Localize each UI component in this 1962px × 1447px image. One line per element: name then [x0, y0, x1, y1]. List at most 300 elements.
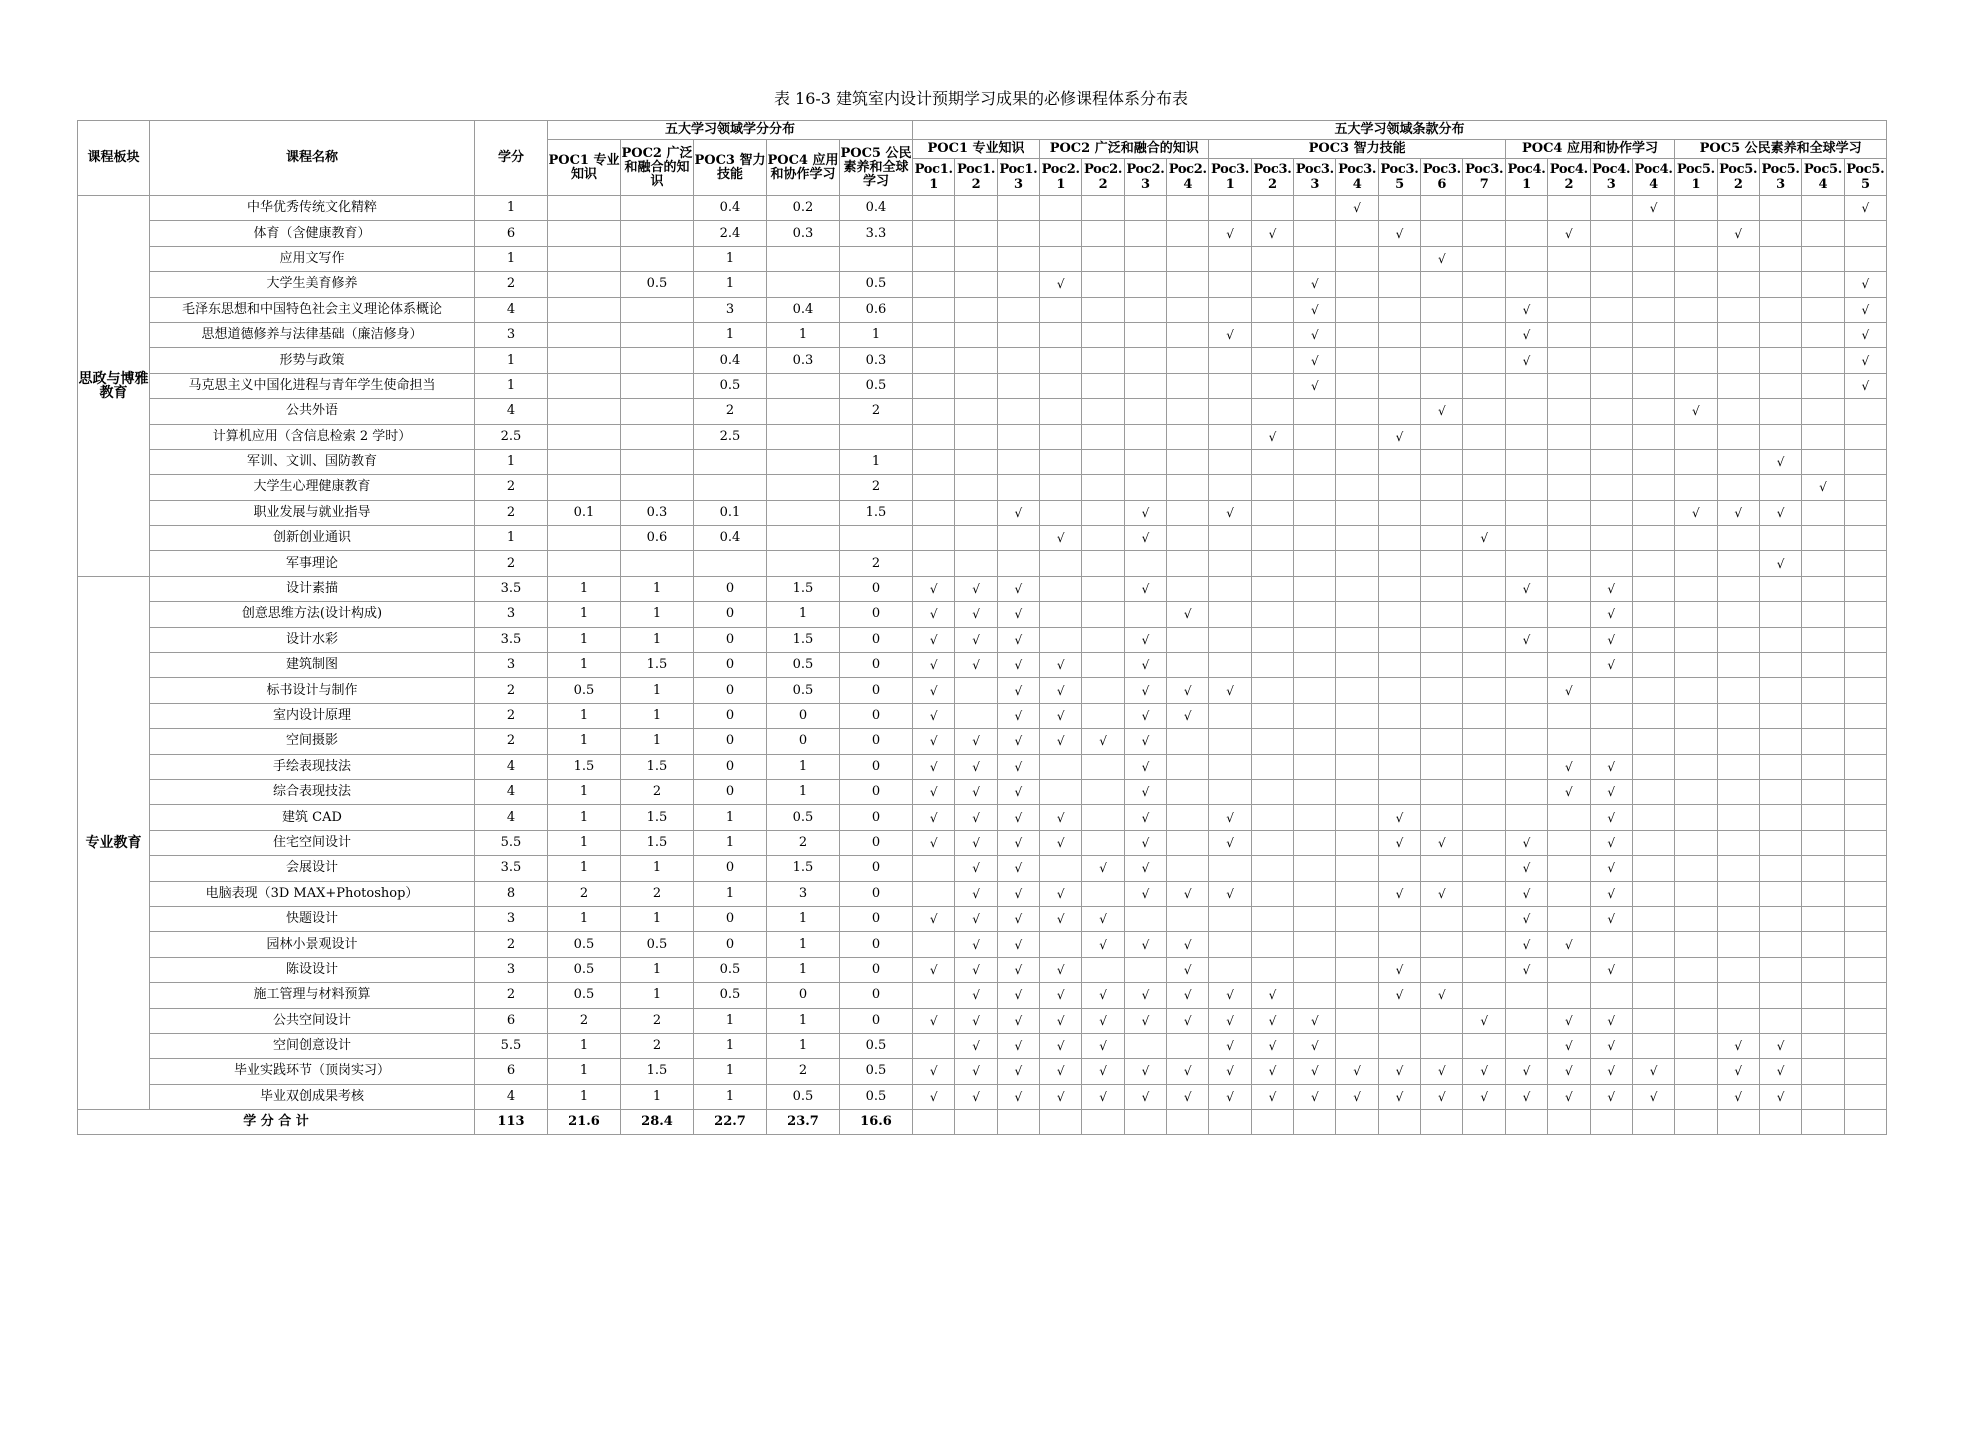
- course-credit: 3.5: [475, 856, 548, 881]
- total-poc-credit: 16.6: [840, 1110, 913, 1135]
- empty-cell: [1759, 703, 1801, 728]
- check-mark: √: [1082, 1008, 1124, 1033]
- check-mark: √: [1040, 957, 1082, 982]
- empty-cell: [1759, 729, 1801, 754]
- empty-cell: [1759, 246, 1801, 271]
- poc-credit-cell: 0: [840, 627, 913, 652]
- empty-cell: [955, 221, 997, 246]
- empty-cell: [997, 196, 1039, 221]
- empty-cell: [1632, 221, 1674, 246]
- empty-cell: [1632, 526, 1674, 551]
- empty-cell: [1675, 348, 1717, 373]
- check-mark: √: [1294, 348, 1336, 373]
- check-mark: √: [1124, 830, 1166, 855]
- header-poc-clause: Poc3. 1: [1209, 159, 1251, 196]
- empty-cell: [1294, 627, 1336, 652]
- empty-cell: [1421, 1110, 1463, 1135]
- poc-credit-cell: [621, 196, 694, 221]
- empty-cell: [1082, 678, 1124, 703]
- empty-cell: [1632, 678, 1674, 703]
- poc-credit-cell: [767, 551, 840, 576]
- empty-cell: [1336, 805, 1378, 830]
- empty-cell: [1675, 1008, 1717, 1033]
- header-clause-distribution: 五大学习领域条款分布: [913, 121, 1887, 140]
- empty-cell: [1251, 906, 1293, 931]
- poc-credit-cell: 1: [548, 627, 621, 652]
- empty-cell: [1082, 703, 1124, 728]
- empty-cell: [1040, 576, 1082, 601]
- empty-cell: [1251, 627, 1293, 652]
- empty-cell: [1505, 1110, 1547, 1135]
- table-row: [78, 272, 1887, 297]
- empty-cell: [1844, 754, 1887, 779]
- empty-cell: [1759, 602, 1801, 627]
- check-mark: √: [1717, 1033, 1759, 1058]
- check-mark: √: [955, 602, 997, 627]
- total-poc-credit: 22.7: [694, 1110, 767, 1135]
- empty-cell: [1463, 500, 1505, 525]
- empty-cell: [1167, 805, 1209, 830]
- empty-cell: [1124, 297, 1166, 322]
- course-credit: 1: [475, 246, 548, 271]
- empty-cell: [1463, 246, 1505, 271]
- check-mark: √: [1505, 881, 1547, 906]
- empty-cell: [1124, 551, 1166, 576]
- header-poc-clause: Poc2. 1: [1040, 159, 1082, 196]
- empty-cell: [1336, 576, 1378, 601]
- empty-cell: [1548, 602, 1590, 627]
- empty-cell: [1548, 653, 1590, 678]
- empty-cell: [913, 246, 955, 271]
- check-mark: √: [1505, 932, 1547, 957]
- check-mark: √: [913, 1008, 955, 1033]
- empty-cell: [1632, 1033, 1674, 1058]
- course-name: 综合表现技法: [150, 779, 475, 804]
- empty-cell: [913, 196, 955, 221]
- empty-cell: [1167, 246, 1209, 271]
- empty-cell: [1505, 272, 1547, 297]
- empty-cell: [1082, 246, 1124, 271]
- empty-cell: [1294, 221, 1336, 246]
- empty-cell: [955, 500, 997, 525]
- empty-cell: [1505, 196, 1547, 221]
- empty-cell: [1675, 602, 1717, 627]
- empty-cell: [1632, 653, 1674, 678]
- empty-cell: [1251, 703, 1293, 728]
- empty-cell: [1167, 830, 1209, 855]
- empty-cell: [1378, 932, 1420, 957]
- table-row: [78, 754, 1887, 779]
- check-mark: √: [1040, 805, 1082, 830]
- poc-credit-cell: [548, 348, 621, 373]
- empty-cell: [1082, 424, 1124, 449]
- empty-cell: [1040, 1110, 1082, 1135]
- empty-cell: [1463, 551, 1505, 576]
- empty-cell: [1378, 1008, 1420, 1033]
- empty-cell: [1844, 576, 1887, 601]
- empty-cell: [1632, 272, 1674, 297]
- empty-cell: [1590, 246, 1632, 271]
- empty-cell: [1632, 805, 1674, 830]
- course-name: 会展设计: [150, 856, 475, 881]
- empty-cell: [1209, 1110, 1251, 1135]
- course-credit: 5.5: [475, 830, 548, 855]
- empty-cell: [1548, 983, 1590, 1008]
- empty-cell: [1336, 653, 1378, 678]
- empty-cell: [955, 703, 997, 728]
- empty-cell: [1590, 297, 1632, 322]
- empty-cell: [1294, 703, 1336, 728]
- empty-cell: [1421, 602, 1463, 627]
- empty-cell: [1421, 805, 1463, 830]
- check-mark: √: [1167, 983, 1209, 1008]
- poc-credit-cell: 1: [694, 1059, 767, 1084]
- poc-credit-cell: 1: [767, 906, 840, 931]
- check-mark: √: [1294, 272, 1336, 297]
- poc-credit-cell: [840, 526, 913, 551]
- poc-credit-cell: [767, 373, 840, 398]
- check-mark: √: [1124, 881, 1166, 906]
- empty-cell: [1548, 830, 1590, 855]
- empty-cell: [955, 322, 997, 347]
- empty-cell: [1294, 246, 1336, 271]
- check-mark: √: [955, 830, 997, 855]
- header-poc-clause: Poc3. 2: [1251, 159, 1293, 196]
- empty-cell: [1505, 246, 1547, 271]
- empty-cell: [1421, 678, 1463, 703]
- table-row: [78, 246, 1887, 271]
- empty-cell: [1717, 856, 1759, 881]
- check-mark: √: [1675, 500, 1717, 525]
- empty-cell: [1802, 983, 1844, 1008]
- course-name: 毕业实践环节（顶岗实习）: [150, 1059, 475, 1084]
- check-mark: √: [955, 881, 997, 906]
- check-mark: √: [1378, 830, 1420, 855]
- empty-cell: [1844, 500, 1887, 525]
- poc-credit-cell: 0: [694, 678, 767, 703]
- check-mark: √: [1844, 297, 1887, 322]
- empty-cell: [1759, 906, 1801, 931]
- empty-cell: [1505, 703, 1547, 728]
- empty-cell: [1463, 805, 1505, 830]
- header-poc-clause: Poc2. 2: [1082, 159, 1124, 196]
- empty-cell: [997, 551, 1039, 576]
- empty-cell: [1336, 449, 1378, 474]
- check-mark: √: [1040, 1084, 1082, 1109]
- check-mark: √: [1844, 272, 1887, 297]
- empty-cell: [1124, 449, 1166, 474]
- poc-credit-cell: 0.5: [621, 932, 694, 957]
- poc-credit-cell: [840, 424, 913, 449]
- empty-cell: [1040, 196, 1082, 221]
- empty-cell: [997, 297, 1039, 322]
- empty-cell: [1167, 221, 1209, 246]
- check-mark: √: [1336, 1084, 1378, 1109]
- empty-cell: [1675, 678, 1717, 703]
- empty-cell: [1675, 1084, 1717, 1109]
- check-mark: √: [1082, 856, 1124, 881]
- empty-cell: [1294, 957, 1336, 982]
- empty-cell: [1251, 500, 1293, 525]
- check-mark: √: [1294, 1059, 1336, 1084]
- poc-credit-cell: [621, 449, 694, 474]
- poc-credit-cell: 0: [694, 754, 767, 779]
- check-mark: √: [1294, 373, 1336, 398]
- check-mark: √: [1548, 779, 1590, 804]
- check-mark: √: [1124, 653, 1166, 678]
- check-mark: √: [1040, 729, 1082, 754]
- check-mark: √: [913, 830, 955, 855]
- course-credit: 2: [475, 983, 548, 1008]
- empty-cell: [1421, 322, 1463, 347]
- empty-cell: [1675, 729, 1717, 754]
- empty-cell: [1505, 678, 1547, 703]
- empty-cell: [1209, 551, 1251, 576]
- table-row: [78, 932, 1887, 957]
- empty-cell: [1040, 779, 1082, 804]
- check-mark: √: [997, 627, 1039, 652]
- empty-cell: [1844, 830, 1887, 855]
- empty-cell: [1336, 703, 1378, 728]
- header-poc-clause: Poc1. 2: [955, 159, 997, 196]
- poc-credit-cell: [548, 526, 621, 551]
- empty-cell: [1632, 602, 1674, 627]
- empty-cell: [1844, 1059, 1887, 1084]
- empty-cell: [1209, 373, 1251, 398]
- empty-cell: [1548, 475, 1590, 500]
- poc-credit-cell: [767, 399, 840, 424]
- check-mark: √: [1209, 678, 1251, 703]
- poc-credit-cell: [694, 449, 767, 474]
- empty-cell: [1505, 221, 1547, 246]
- check-mark: √: [1082, 729, 1124, 754]
- check-mark: √: [913, 754, 955, 779]
- check-mark: √: [1040, 678, 1082, 703]
- empty-cell: [955, 475, 997, 500]
- poc-credit-cell: 0.5: [840, 1084, 913, 1109]
- header-poc-clause: Poc2. 4: [1167, 159, 1209, 196]
- check-mark: √: [1040, 906, 1082, 931]
- empty-cell: [913, 500, 955, 525]
- empty-cell: [1082, 373, 1124, 398]
- empty-cell: [1717, 297, 1759, 322]
- empty-cell: [1844, 627, 1887, 652]
- poc-credit-cell: 1: [767, 779, 840, 804]
- empty-cell: [1167, 1033, 1209, 1058]
- course-credit: 2: [475, 678, 548, 703]
- empty-cell: [1802, 297, 1844, 322]
- check-mark: √: [1082, 983, 1124, 1008]
- table-row: [78, 1059, 1887, 1084]
- empty-cell: [1209, 196, 1251, 221]
- empty-cell: [1675, 1110, 1717, 1135]
- check-mark: √: [1167, 602, 1209, 627]
- empty-cell: [1717, 678, 1759, 703]
- empty-cell: [1717, 272, 1759, 297]
- empty-cell: [1167, 627, 1209, 652]
- course-credit: 4: [475, 779, 548, 804]
- empty-cell: [1548, 449, 1590, 474]
- check-mark: √: [1040, 1059, 1082, 1084]
- poc-credit-cell: 2: [548, 1008, 621, 1033]
- empty-cell: [1632, 703, 1674, 728]
- check-mark: √: [1590, 1059, 1632, 1084]
- empty-cell: [1632, 297, 1674, 322]
- empty-cell: [1717, 703, 1759, 728]
- empty-cell: [1505, 1033, 1547, 1058]
- empty-cell: [1590, 373, 1632, 398]
- check-mark: √: [1124, 1008, 1166, 1033]
- empty-cell: [1590, 729, 1632, 754]
- poc-credit-cell: 2.5: [694, 424, 767, 449]
- empty-cell: [1802, 500, 1844, 525]
- poc-credit-cell: 2: [840, 551, 913, 576]
- empty-cell: [1167, 297, 1209, 322]
- poc-credit-cell: 0: [840, 805, 913, 830]
- empty-cell: [1251, 551, 1293, 576]
- empty-cell: [1378, 322, 1420, 347]
- poc-credit-cell: 1.5: [621, 653, 694, 678]
- empty-cell: [1505, 729, 1547, 754]
- empty-cell: [1336, 906, 1378, 931]
- empty-cell: [997, 272, 1039, 297]
- empty-cell: [1463, 272, 1505, 297]
- check-mark: √: [1505, 906, 1547, 931]
- check-mark: √: [1040, 983, 1082, 1008]
- course-name: 大学生心理健康教育: [150, 475, 475, 500]
- empty-cell: [1421, 1033, 1463, 1058]
- empty-cell: [1590, 221, 1632, 246]
- poc-credit-cell: 0.5: [548, 957, 621, 982]
- check-mark: √: [1590, 754, 1632, 779]
- course-name: 公共外语: [150, 399, 475, 424]
- empty-cell: [1463, 424, 1505, 449]
- check-mark: √: [1505, 1084, 1547, 1109]
- empty-cell: [1802, 1084, 1844, 1109]
- empty-cell: [1082, 957, 1124, 982]
- check-mark: √: [955, 779, 997, 804]
- check-mark: √: [913, 779, 955, 804]
- check-mark: √: [1590, 881, 1632, 906]
- course-name: 大学生美育修养: [150, 272, 475, 297]
- empty-cell: [1632, 1008, 1674, 1033]
- empty-cell: [1421, 576, 1463, 601]
- poc-credit-cell: [767, 246, 840, 271]
- empty-cell: [1209, 246, 1251, 271]
- empty-cell: [1421, 653, 1463, 678]
- check-mark: √: [1082, 1033, 1124, 1058]
- empty-cell: [913, 348, 955, 373]
- empty-cell: [1082, 576, 1124, 601]
- check-mark: √: [913, 729, 955, 754]
- empty-cell: [1251, 475, 1293, 500]
- poc-credit-cell: 0.5: [548, 932, 621, 957]
- check-mark: √: [1421, 1059, 1463, 1084]
- empty-cell: [1717, 602, 1759, 627]
- empty-cell: [913, 983, 955, 1008]
- empty-cell: [1505, 551, 1547, 576]
- check-mark: √: [1759, 1059, 1801, 1084]
- empty-cell: [1844, 551, 1887, 576]
- empty-cell: [1251, 932, 1293, 957]
- poc-credit-cell: [621, 348, 694, 373]
- check-mark: √: [913, 653, 955, 678]
- empty-cell: [1802, 627, 1844, 652]
- course-name: 中华优秀传统文化精粹: [150, 196, 475, 221]
- table-title: 表 16-3 建筑室内设计预期学习成果的必修课程体系分布表: [773, 89, 1189, 108]
- empty-cell: [1759, 957, 1801, 982]
- check-mark: √: [955, 627, 997, 652]
- empty-cell: [1336, 1008, 1378, 1033]
- poc-credit-cell: 0.3: [767, 348, 840, 373]
- check-mark: √: [1167, 1008, 1209, 1033]
- course-credit: 4: [475, 1084, 548, 1109]
- empty-cell: [1421, 196, 1463, 221]
- poc-credit-cell: [621, 322, 694, 347]
- empty-cell: [1082, 348, 1124, 373]
- empty-cell: [1505, 602, 1547, 627]
- empty-cell: [1844, 221, 1887, 246]
- table-row: [78, 957, 1887, 982]
- empty-cell: [1336, 500, 1378, 525]
- empty-cell: [1844, 703, 1887, 728]
- empty-cell: [1421, 348, 1463, 373]
- poc-credit-cell: 0: [840, 881, 913, 906]
- empty-cell: [1082, 602, 1124, 627]
- poc-credit-cell: 1: [694, 881, 767, 906]
- empty-cell: [1040, 297, 1082, 322]
- poc-credit-cell: 0: [840, 754, 913, 779]
- poc-credit-cell: [548, 449, 621, 474]
- check-mark: √: [1124, 1084, 1166, 1109]
- course-credit: 6: [475, 1008, 548, 1033]
- check-mark: √: [997, 856, 1039, 881]
- empty-cell: [1632, 424, 1674, 449]
- empty-cell: [1675, 297, 1717, 322]
- empty-cell: [1802, 779, 1844, 804]
- empty-cell: [1759, 627, 1801, 652]
- poc-credit-cell: 1: [621, 678, 694, 703]
- empty-cell: [1505, 653, 1547, 678]
- check-mark: √: [913, 602, 955, 627]
- empty-cell: [1590, 703, 1632, 728]
- course-credit: 3.5: [475, 627, 548, 652]
- empty-cell: [1378, 627, 1420, 652]
- poc-credit-cell: 1: [767, 602, 840, 627]
- poc-credit-cell: [767, 526, 840, 551]
- header-poc-clause: Poc2. 3: [1124, 159, 1166, 196]
- poc-credit-cell: 1: [548, 653, 621, 678]
- poc-credit-cell: 0.1: [548, 500, 621, 525]
- empty-cell: [1209, 932, 1251, 957]
- empty-cell: [1082, 830, 1124, 855]
- poc-credit-cell: 0.5: [840, 373, 913, 398]
- empty-cell: [1844, 881, 1887, 906]
- check-mark: √: [913, 906, 955, 931]
- poc-credit-cell: 0: [840, 653, 913, 678]
- poc-credit-cell: 0.4: [694, 526, 767, 551]
- header-poc-group-2: POC2 广泛和融合的知识: [1040, 140, 1209, 159]
- empty-cell: [1463, 449, 1505, 474]
- check-mark: √: [1082, 1084, 1124, 1109]
- check-mark: √: [1167, 932, 1209, 957]
- course-name: 应用文写作: [150, 246, 475, 271]
- check-mark: √: [1124, 526, 1166, 551]
- check-mark: √: [1802, 475, 1844, 500]
- poc-credit-cell: 1.5: [840, 500, 913, 525]
- check-mark: √: [1463, 526, 1505, 551]
- empty-cell: [1675, 881, 1717, 906]
